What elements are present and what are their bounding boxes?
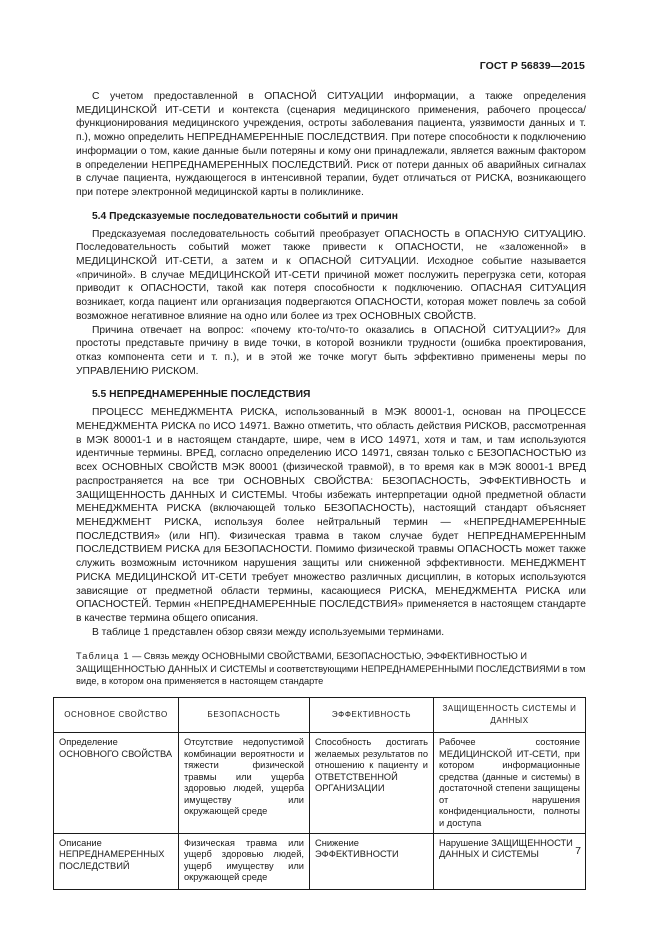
table-row [54, 833, 586, 889]
table-cell: Рабочее состояние МЕДИЦИНСКОЙ ИТ-СЕТИ, при котором информационные средства (данные и системы) в достаточной степени защищены от нарушения конфиденциальности, полноты и доступа [434, 732, 586, 833]
table-cell: Отсутствие недопустимой комбинации вероятности и тяжести физической травмы или ущерба здоровью людей, ущерба имуществу или окружающей среде [179, 732, 310, 833]
table-cell: Нарушение ЗАЩИЩЕННОСТИ ДАННЫХ И СИСТЕМЫ [434, 833, 586, 889]
table-cell: Снижение ЭФФЕКТИВНОСТИ [310, 833, 434, 889]
paragraph: Причина отвечает на вопрос: «почему кто-то/что-то оказались в ОПАСНОЙ СИТУАЦИИ?» Для простоты представьте причину в виде точки, в которой возникли трудности (ошибка проектирования, отказ компонента сети и т. п.), и в этой же точке могут быть эффективно применены меры по УПРАВЛЕНИЮ РИСКОМ. [76, 324, 586, 377]
terms-table [53, 697, 586, 890]
header-cell-safety: БЕЗОПАСНОСТЬ [179, 697, 310, 732]
table-caption-text: — Связь между ОСНОВНЫМИ СВОЙСТВАМИ, БЕЗОПАСНОСТЬЮ, ЭФФЕКТИВНОСТЬЮ И ЗАЩИЩЕННОСТЬЮ ДАННЫХ И СИСТЕМЫ и соответствующими НЕПРЕДНАМЕРЕННЫМИ ПОСЛЕДСТВИЯМИ в том виде, в котором она применяется в настоящем стандарте [76, 651, 586, 686]
section-heading-5-5: 5.5 НЕПРЕДНАМЕРЕННЫЕ ПОСЛЕДСТВИЯ [91, 389, 311, 401]
table-header-row [54, 697, 586, 732]
paragraph: Предсказуемая последовательность событий преобразует ОПАСНОСТЬ в ОПАСНУЮ СИТУАЦИЮ. Последовательность событий может также привести к ОПАСНОСТИ, не «заложенной» в МЕДИЦИНСКОЙ ИТ-СЕТИ, а затем и к ОПАСНОЙ СИТУАЦИИ. Исходное событие называется «причиной». В случае МЕДИЦИНСКОЙ ИТ-СЕТИ причиной может послужить перегрузка сети, которая приводит к ОПАСНОСТИ, такой как потеря способности к подключению. ОПАСНАЯ СИТУАЦИЯ возникает, когда пациент или организация подвергаются ОПАСНОСТИ, которая может повлечь за собой возможное негативное влияние на одно или более из трех ОСНОВНЫХ СВОЙСТВ. [76, 228, 586, 322]
document-number: ГОСТ Р 56839—2015 [479, 60, 585, 72]
table-cell: Описание НЕПРЕДНАМЕРЕННЫХ ПОСЛЕДСТВИЙ [54, 833, 179, 889]
header-cell-effectiveness: ЭФФЕКТИВНОСТЬ [310, 697, 434, 732]
table-row [54, 732, 586, 833]
table-cell: Физическая травма или ущерб здоровью людей, ущерб имуществу или окружающей среде [179, 833, 310, 889]
section-heading-5-4: 5.4 Предсказуемые последовательности событий и причин [91, 210, 398, 222]
page-body [59, 90, 586, 890]
table-caption-label: Таблица 1 [76, 651, 130, 662]
page-number: 7 [575, 846, 581, 857]
header-cell-security: ЗАЩИЩЕННОСТЬ СИСТЕМЫ И ДАННЫХ [434, 697, 586, 732]
table-cell: Определение ОСНОВНОГО СВОЙСТВА [54, 732, 179, 833]
table-caption [76, 650, 586, 687]
paragraph: С учетом предоставленной в ОПАСНОЙ СИТУАЦИИ информации, а также определения МЕДИЦИНСКОЙ ИТ-СЕТИ и контекста (сценария медицинского применения, рабочего процесса/функционирования медицинского учреждения, остроты заболевания пациента, уязвимости данных и т. п.), можно определить НЕПРЕДНАМЕРЕННЫЕ ПОСЛЕДСТВИЯ. При потере способности к подключению информации о том, какие данные были потеряны и кому они принадлежали, является важным фактором в определении НЕПРЕДНАМЕРЕННЫХ ПОСЛЕДСТВИЙ. Риск от потери данных об аварийных сигналах в случае пациента, нуждающегося в интенсивной терапии, будет отличаться от РИСКА, возникающего при потере электронной медицинской карты в поликлинике. [76, 91, 586, 198]
table-cell: Способность достигать желаемых результатов по отношению к пациенту и ОТВЕТСТВЕННОЙ ОРГАНИЗАЦИИ [310, 732, 434, 833]
paragraph: ПРОЦЕСС МЕНЕДЖМЕНТА РИСКА, использованный в МЭК 80001-1, основан на ПРОЦЕССЕ МЕНЕДЖМЕНТА РИСКА по ИСО 14971. Важно отметить, что область действия РИСКОВ, рассмотренная в МЭК 80001-1 и в настоящем стандарте, шире, чем в ИСО 14971, хотя и там, и там используются идентичные термины. ВРЕД, согласно определению ИСО 14971, связан только с БЕЗОПАСНОСТЬЮ из всех ОСНОВНЫХ СВОЙСТВ МЭК 80001 (физической травмой), в то время как в МЭК 80001-1 ВРЕД распространяется на все три ОСНОВНЫХ СВОЙСТВА: БЕЗОПАСНОСТЬ, ЭФФЕКТИВНОСТЬ и ЗАЩИЩЕННОСТЬ ДАННЫХ И СИСТЕМЫ. Чтобы избежать интерпретации одной предметной области МЕНЕДЖМЕНТА РИСКА (включающей только БЕЗОПАСНОСТЬ), настоящий стандарт объясняет МЕНЕДЖМЕНТ РИСКА, используя более нейтральный термин — «НЕПРЕДНАМЕРЕННЫЕ ПОСЛЕДСТВИЯ» (или НП). Физическая травма в таком случае будет НЕПРЕДНАМЕРЕННЫМ ПОСЛЕДСТВИЕМ РИСКА для БЕЗОПАСНОСТИ. Помимо физической травмы ОПАСНОСТЬ может также служить возможным источником нарушения защиты или сниженной эффективности. МЕНЕДЖМЕНТ РИСКА МЕДИЦИНСКОЙ ИТ-СЕТИ требует множество различных дисциплин, в которых используются зависящие от предметной области термины, касающиеся РИСКА, МЕНЕДЖМЕНТА РИСКА или ОПАСНОСТЕЙ. Термин «НЕПРЕДНАМЕРЕННЫЕ ПОСЛЕДСТВИЯ» применяется в настоящем стандарте в качестве термина общего описания. [76, 407, 586, 624]
paragraph: В таблице 1 представлен обзор связи между используемыми терминами. [91, 626, 445, 638]
header-cell-basic-property: ОСНОВНОЕ СВОЙСТВО [54, 697, 179, 732]
